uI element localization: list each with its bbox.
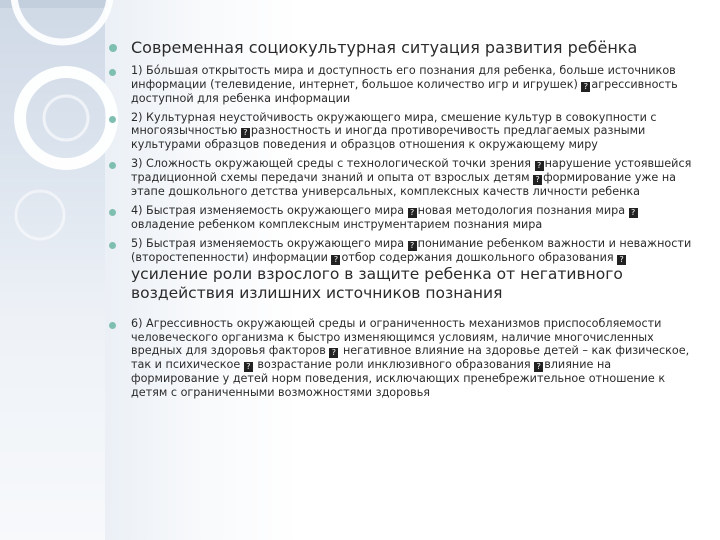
missing-glyph-icon: ?	[408, 208, 417, 218]
item-text: разностность и иногда противоречивость предлагаемых разными культурами образцов поведения и образцов отношения к окружающему миру	[131, 124, 646, 152]
missing-glyph-icon: ?	[629, 208, 638, 218]
list-item	[107, 317, 697, 400]
item-text: отбор содержания дошкольного образования	[341, 250, 618, 264]
item-text: агрессивность доступной для ребенка информации	[131, 77, 678, 105]
bullet-icon	[109, 162, 116, 169]
list-item	[107, 111, 697, 153]
item-text: 3) Сложность окружающей среды с технологической точки зрения	[131, 157, 535, 171]
list-item	[107, 237, 697, 303]
bullet-icon	[109, 209, 116, 216]
missing-glyph-icon: ?	[535, 161, 544, 171]
bullet-icon	[109, 69, 116, 76]
missing-glyph-icon: ?	[581, 82, 590, 92]
item-text: влияние на формирование у детей норм поведения, исключающих пренебрежительное отношение к детям с ограниченными возможностями здоровья	[131, 358, 666, 400]
list-item	[107, 157, 697, 199]
bullet-icon	[109, 322, 116, 329]
item-text: нарушение устоявшейся традиционной схемы передачи знаний и опыта от взрослых детям	[131, 157, 692, 185]
missing-glyph-icon: ?	[408, 241, 417, 251]
list-item	[107, 64, 697, 106]
item-text: негативное влияние на здоровье детей – как физическое, так и психическое	[131, 344, 690, 372]
item-text: 4) Быстрая изменяемость окружающего мира	[131, 203, 408, 217]
bullet-icon	[109, 242, 116, 249]
bullet-icon	[109, 116, 116, 123]
missing-glyph-icon: ?	[244, 362, 253, 372]
item-text-large: усиление роли взрослого в защите ребенка от негативного воздействия излишних источников познания	[131, 264, 623, 302]
item-text: 1) Бóльшая открытость мира и доступность его познания для ребенка, больше источников информации (телевидение, интернет, большое количество игр и игрушек)	[131, 64, 676, 91]
missing-glyph-icon: ?	[329, 348, 338, 358]
item-text: понимание ребенком важности и неважности (второстепенности) информации	[131, 236, 692, 264]
slide-content	[107, 38, 697, 405]
title-text: Современная социокультурная ситуация развития ребёнка	[131, 38, 638, 57]
missing-glyph-icon: ?	[534, 362, 543, 372]
missing-glyph-icon: ?	[241, 128, 250, 138]
bullet-icon	[109, 44, 117, 52]
list-item	[107, 204, 697, 232]
item-text: 5) Быстрая изменяемость окружающего мира	[131, 236, 408, 250]
missing-glyph-icon: ?	[617, 255, 626, 265]
item-text: 2) Культурная неустойчивость окружающего мира, смешение культур в совокупности с многоязычностью	[131, 110, 657, 138]
item-text: 6) Агрессивность окружающей среды и ограниченность механизмов приспособляемости человеческого организма к быстро изменяющимся условиям, наличие многочисленных вредных для здоровья факторов	[131, 316, 662, 358]
item-text: формирование уже на этапе дошкольного детства универсальных, комплексных качеств личности ребенка	[131, 171, 677, 199]
missing-glyph-icon: ?	[533, 175, 542, 185]
missing-glyph-icon: ?	[331, 255, 340, 265]
item-text: новая методология познания мира	[417, 203, 629, 217]
item-text: возрастание роли инклюзивного образования	[253, 358, 535, 372]
item-text: овладение ребенком комплексным инструментарием познания мира	[131, 217, 543, 231]
slide-title	[107, 38, 697, 58]
